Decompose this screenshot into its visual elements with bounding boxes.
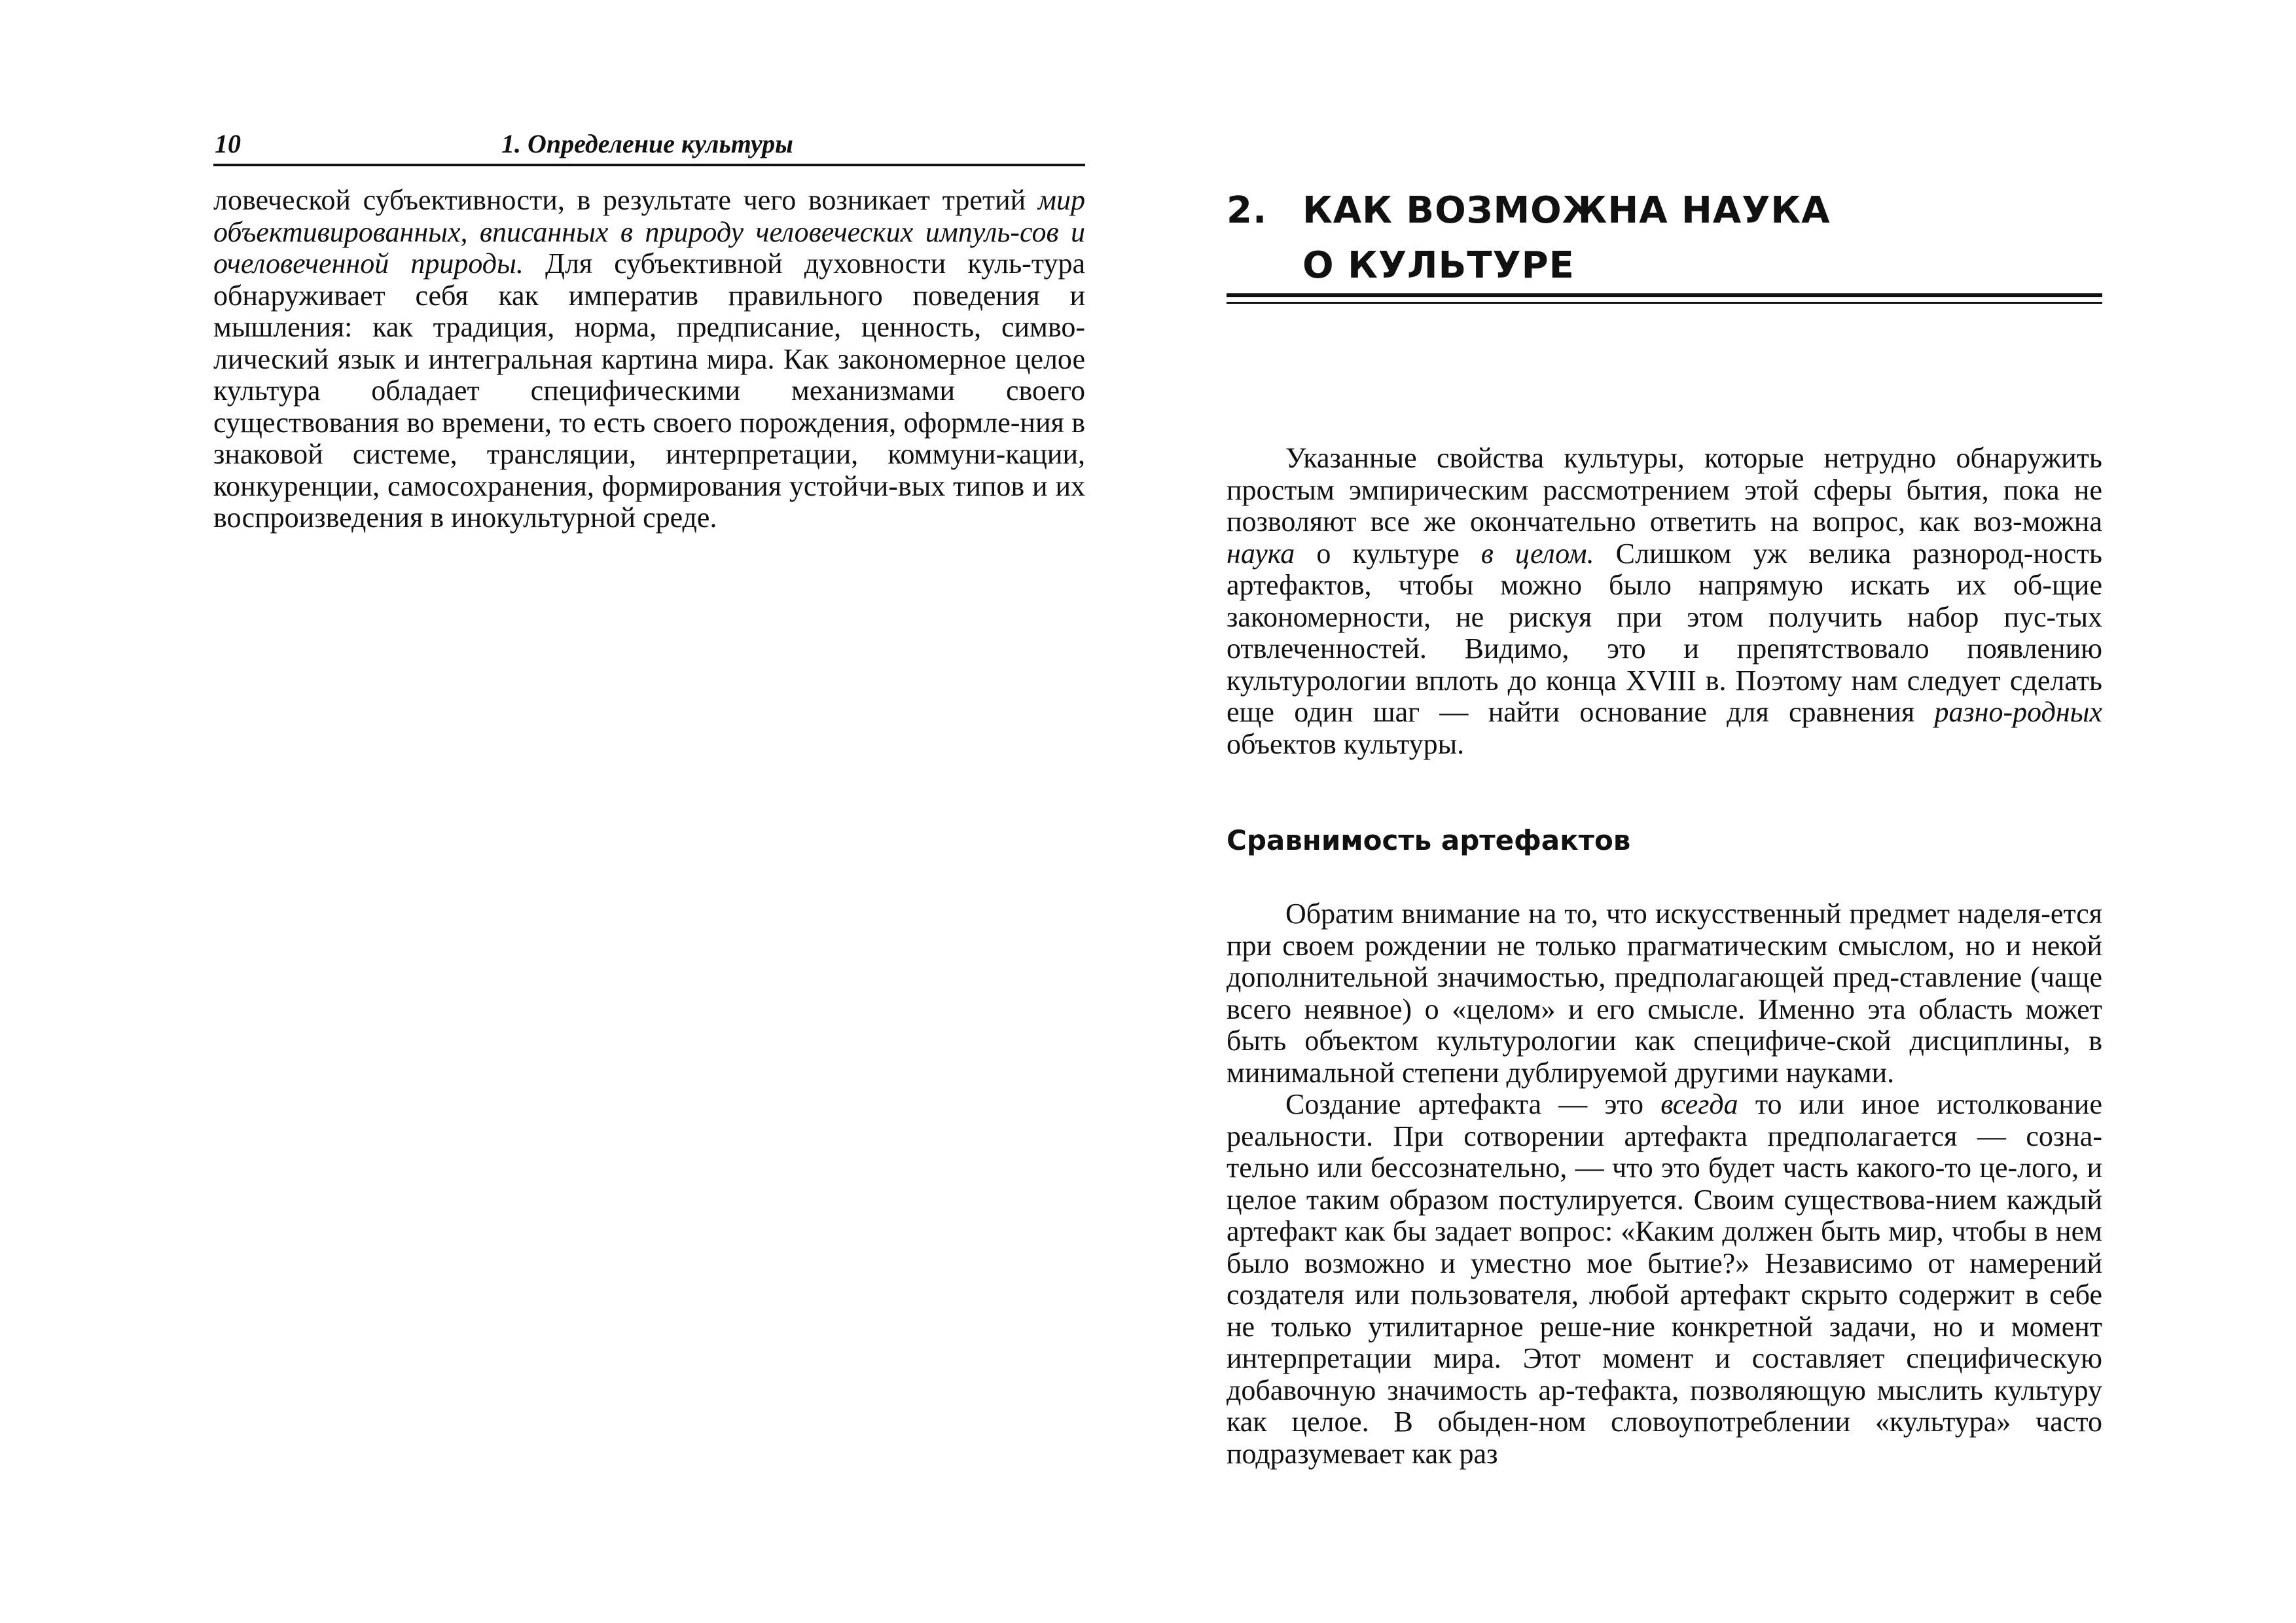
page-number: 10 — [215, 129, 241, 158]
text-run: Создание артефакта — это — [1285, 1088, 1661, 1120]
running-head — [213, 126, 1085, 166]
italic-run: разно-родных — [1934, 696, 2102, 728]
left-paragraph — [213, 185, 1085, 534]
running-title: 1. Определение культуры — [501, 129, 793, 158]
italic-run: мир объективированных, вписанных в природу человеческих импуль-сов и очеловеченной природы. — [213, 184, 1085, 280]
intro-paragraph — [1227, 443, 2102, 760]
italic-run: наука — [1227, 537, 1295, 570]
chapter-intro — [1227, 443, 2102, 760]
section-body — [1227, 898, 2102, 1470]
section-paragraph-1: Обратим внимание на то, что искусственный предмет наделя-ется при своем рождении не только прагматическим смыслом, но и некой дополнительной значимостью, предполагающей пред-ставление (чаще всего неявное) о «целом» и его смысле. Именно эта область может быть объектом культурологии как специфиче-ской дисциплины, в минимальной степени дублируемой другими науками. — [1227, 898, 2102, 1089]
text-run: Для субъективной духовности куль-тура обнаруживает себя как императив правильного поведения и мышления: как традиция, норма, предписание, ценность, симво-лический язык и интегральная картина мира. Как закономерное целое культура обладает специфическими механизмами своего существования во времени, то есть своего порождения, оформле-ния в знаковой системе, трансляции, интерпретации, коммуни-кации, конкуренции, самосохранения, формирования устойчи-вых типов и их воспроизведения в инокультурной среде. — [213, 247, 1085, 534]
chapter-title-line-2: О КУЛЬТУРЕ — [1302, 244, 1575, 287]
text-run: ловеческой субъективности, в результате чего возникает третий — [213, 184, 1038, 216]
text-run: о культуре — [1295, 537, 1481, 570]
chapter-rule — [1227, 293, 2102, 304]
italic-run: всегда — [1660, 1088, 1738, 1120]
text-run: Указанные свойства культуры, которые нетрудно обнаружить простым эмпирическим рассмотрением этой сферы бытия, пока не позволяют все же окончательно ответить на вопрос, как воз-можна — [1227, 442, 2102, 538]
chapter-title-line-1: КАК ВОЗМОЖНА НАУКА — [1302, 189, 1831, 232]
chapter-number: 2. — [1227, 189, 1268, 232]
text-run: Слишком уж велика разнород-ность артефактов, чтобы можно было напрямую искать их об-щие закономерности, не рискуя при этом получить набор пус-тых отвлеченностей. Видимо, это и препятствовало появлению культурологии вплоть до конца XVIII в. Поэтому нам следует сделать еще один шаг — найти основание для сравнения — [1227, 537, 2102, 728]
text-run: объектов культуры. — [1227, 727, 1465, 760]
italic-run: в целом. — [1480, 537, 1594, 570]
text-run: то или иное истолкование реальности. При сотворении артефакта предполагается — созна-тельно или бессознательно, — что это будет часть какого-то це-лого, и целое таким образом постулируется. Своим существова-нием каждый артефакт как бы задает вопрос: «Каким должен быть мир, чтобы в нем было возможно и уместно мое бытие?» Независимо от намерений создателя или пользователя, любой артефакт скрыто содержит в себе не только утилитарное реше-ние конкретной задачи, но и момент интерпретации мира. Этот момент и составляет специфическую добавочную значимость ар-тефакта, позволяющую мыслить культуру как целое. В обыден-ном словоупотреблении «культура» часто подразумевает как раз — [1227, 1088, 2102, 1470]
right-page — [1148, 0, 2296, 1623]
section-paragraph-2 — [1227, 1089, 2102, 1470]
section-heading: Сравнимость артефактов — [1227, 824, 1631, 856]
